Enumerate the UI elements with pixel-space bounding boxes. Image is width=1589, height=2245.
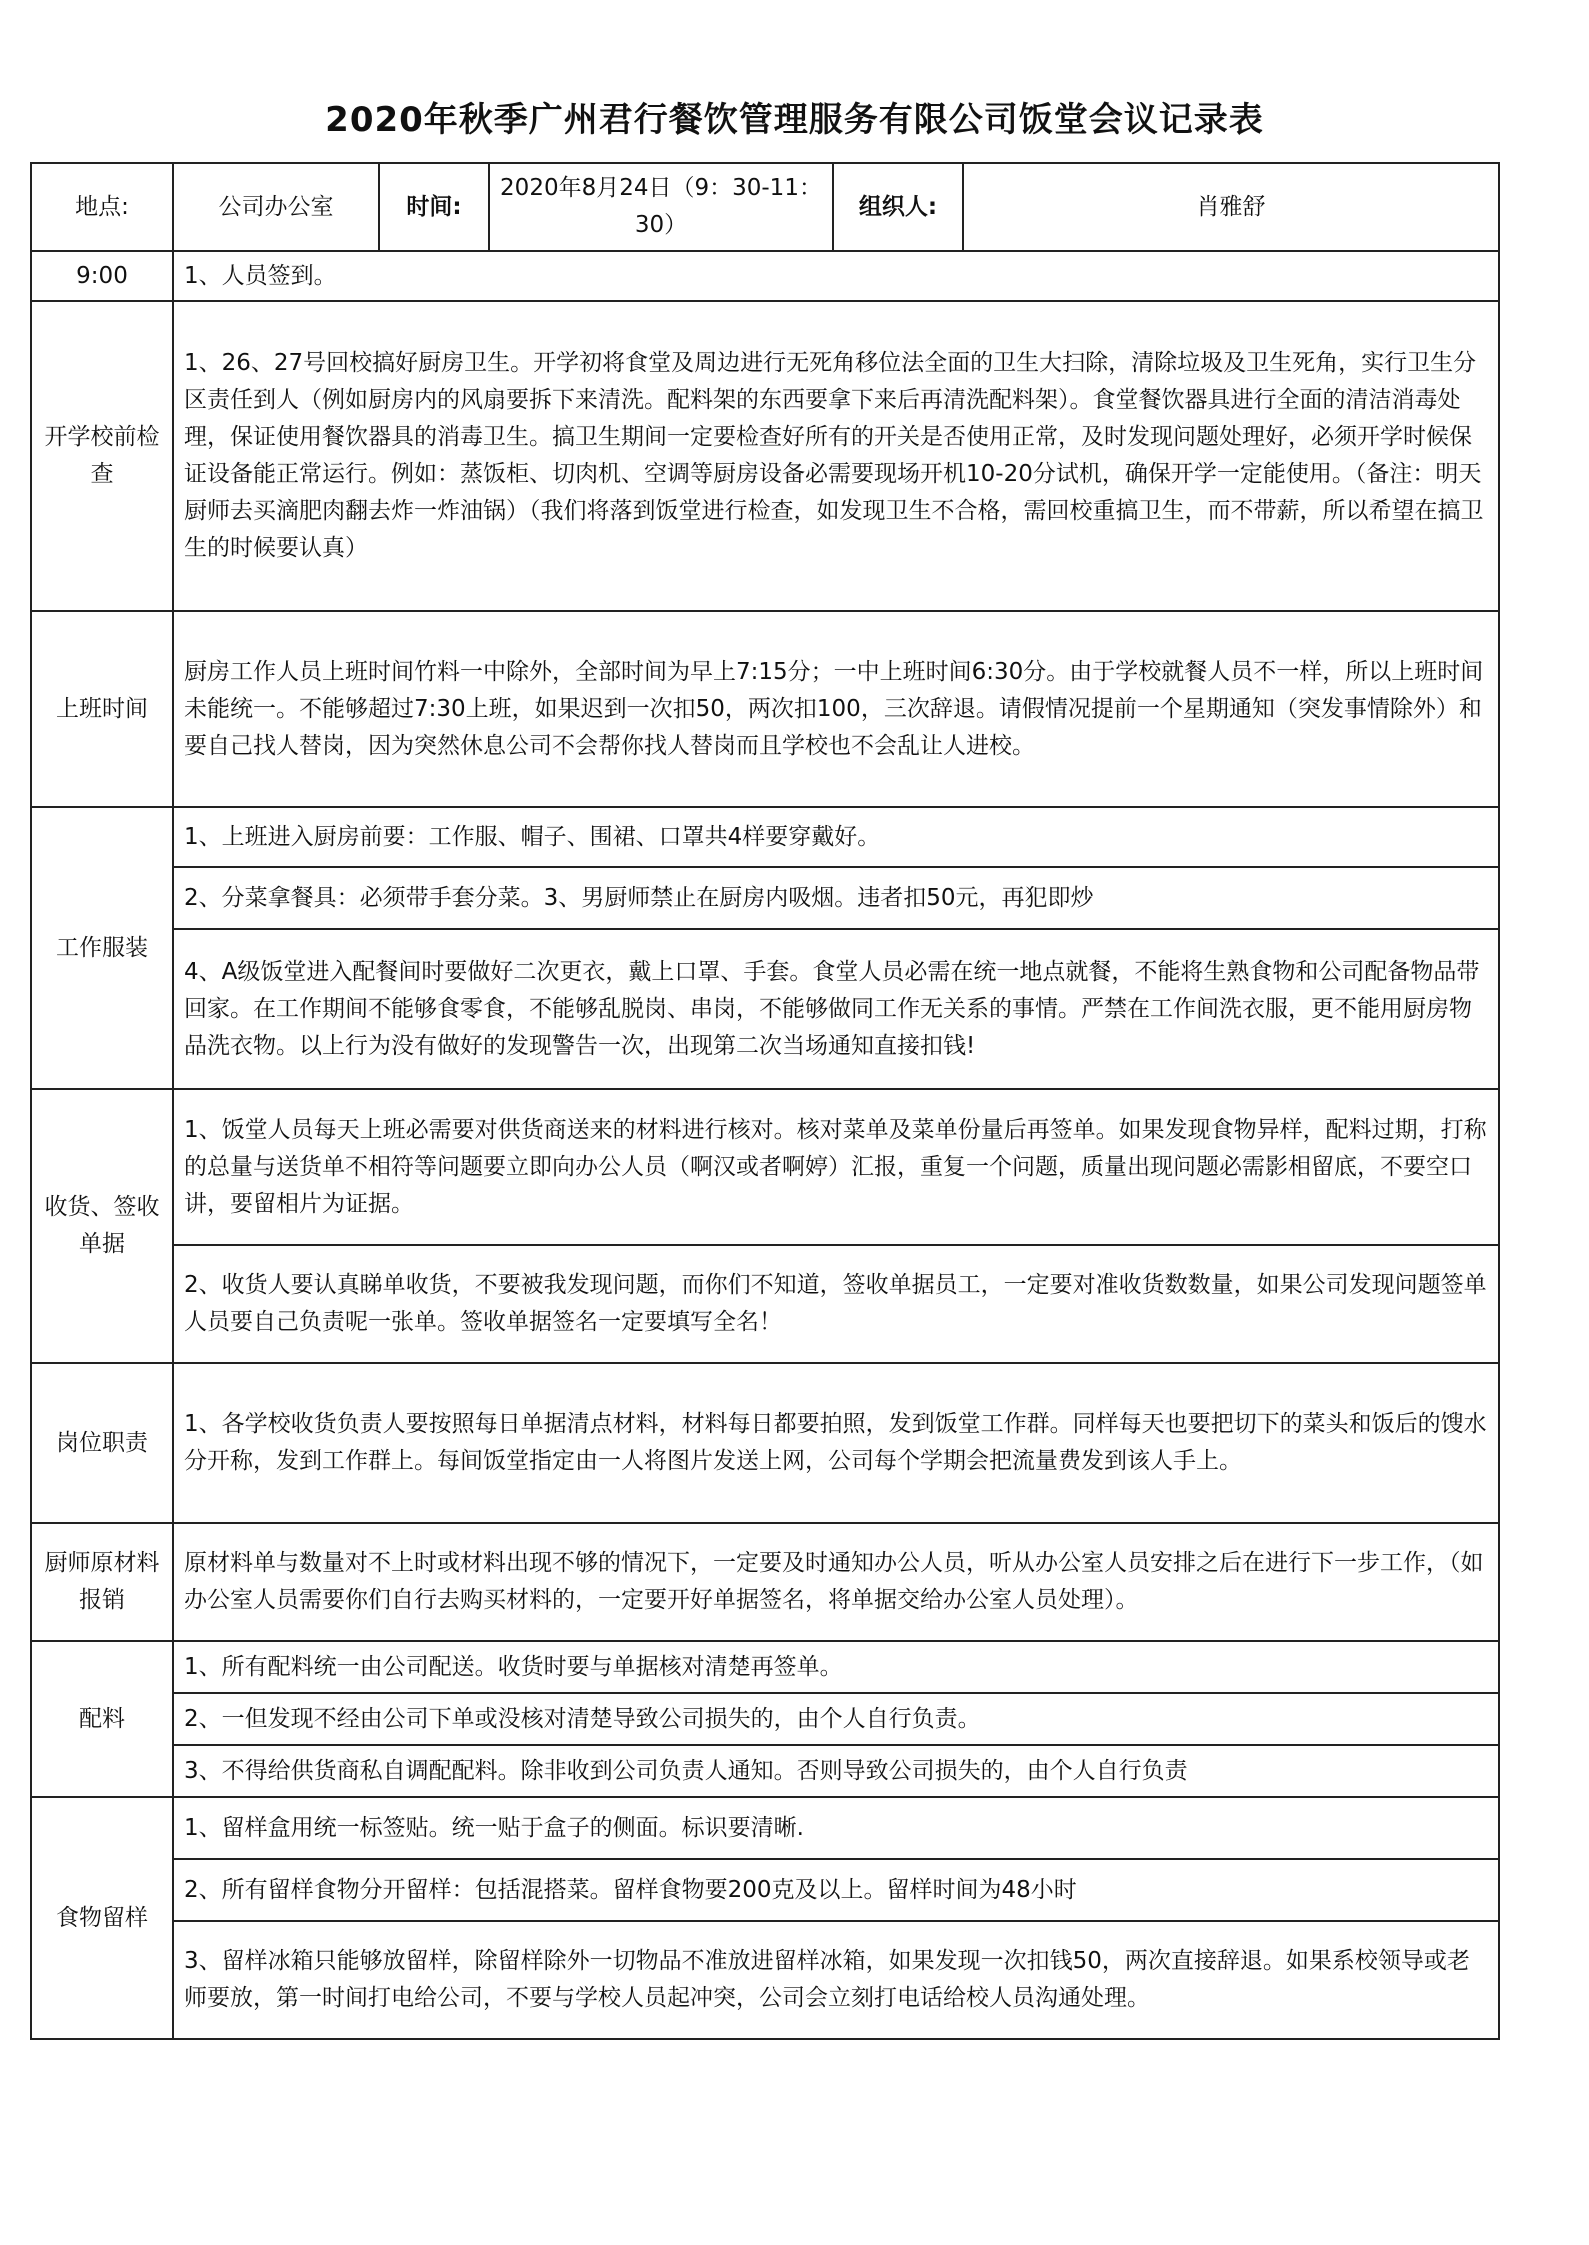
precheck-label: 开学校前检查 xyxy=(31,301,173,611)
receiving-item: 1、饭堂人员每天上班必需要对供货商送来的材料进行核对。核对菜单及菜单份量后再签单。如果发现食物异样，配料过期，打称的总量与送货单不相符等问题要立即向办公人员（啊汉或者啊婷）汇报，重复一个问题，质量出现问题必需影相留底，不要空口讲，要留相片为证据。 xyxy=(173,1089,1499,1245)
signin-row xyxy=(31,251,1499,301)
ingredients-item: 2、一但发现不经由公司下单或没核对清楚导致公司损失的，由个人自行负责。 xyxy=(173,1693,1499,1745)
samples-label: 食物留样 xyxy=(31,1797,173,2039)
uniform-row xyxy=(31,807,1499,867)
ingredients-item: 1、所有配料统一由公司配送。收货时要与单据核对清楚再签单。 xyxy=(173,1641,1499,1693)
time-value: 2020年8月24日（9：30-11：30） xyxy=(489,163,833,251)
receiving-row xyxy=(31,1245,1499,1363)
samples-row xyxy=(31,1859,1499,1921)
samples-row xyxy=(31,1797,1499,1859)
ingredients-row xyxy=(31,1693,1499,1745)
ingredients-label: 配料 xyxy=(31,1641,173,1797)
worktime-row xyxy=(31,611,1499,807)
uniform-item: 2、分菜拿餐具：必须带手套分菜。3、男厨师禁止在厨房内吸烟。违者扣50元，再犯即炒 xyxy=(173,867,1499,929)
header-row xyxy=(31,163,1499,251)
uniform-label: 工作服装 xyxy=(31,807,173,1089)
worktime-item: 厨房工作人员上班时间竹料一中除外，全部时间为早上7:15分；一中上班时间6:30分。由于学校就餐人员不一样，所以上班时间未能统一。不能够超过7:30上班，如果迟到一次扣50，两次扣100，三次辞退。请假情况提前一个星期通知（突发事情除外）和要自己找人替岗，因为突然休息公司不会帮你找人替岗而且学校也不会乱让人进校。 xyxy=(173,611,1499,807)
ingredients-row xyxy=(31,1641,1499,1693)
receiving-item: 2、收货人要认真睇单收货，不要被我发现问题，而你们不知道，签收单据员工，一定要对准收货数数量，如果公司发现问题签单人员要自己负责呢一张单。签收单据签名一定要填写全名！ xyxy=(173,1245,1499,1363)
duties-item: 1、各学校收货负责人要按照每日单据清点材料，材料每日都要拍照，发到饭堂工作群。同样每天也要把切下的菜头和饭后的馊水分开称，发到工作群上。每间饭堂指定由一人将图片发送上网，公司每个学期会把流量费发到该人手上。 xyxy=(173,1363,1499,1523)
location-label: 地点: xyxy=(31,163,173,251)
ingredients-item: 3、不得给供货商私自调配配料。除非收到公司负责人通知。否则导致公司损失的，由个人自行负责 xyxy=(173,1745,1499,1797)
duties-label: 岗位职责 xyxy=(31,1363,173,1523)
uniform-row xyxy=(31,867,1499,929)
samples-item: 2、所有留样食物分开留样：包括混搭菜。留样食物要200克及以上。留样时间为48小时 xyxy=(173,1859,1499,1921)
location-value: 公司办公室 xyxy=(173,163,379,251)
chef-reimburse-row xyxy=(31,1523,1499,1641)
receiving-label: 收货、签收单据 xyxy=(31,1089,173,1363)
ingredients-row xyxy=(31,1745,1499,1797)
chef-reimburse-item: 原材料单与数量对不上时或材料出现不够的情况下，一定要及时通知办公人员，听从办公室人员安排之后在进行下一步工作，（如办公室人员需要你们自行去购买材料的，一定要开好单据签名，将单据交给办公室人员处理）。 xyxy=(173,1523,1499,1641)
samples-item: 1、留样盒用统一标签贴。统一贴于盒子的侧面。标识要清晰. xyxy=(173,1797,1499,1859)
organizer-value: 肖雅舒 xyxy=(963,163,1499,251)
samples-item: 3、留样冰箱只能够放留样，除留样除外一切物品不准放进留样冰箱，如果发现一次扣钱50，两次直接辞退。如果系校领导或老师要放，第一时间打电给公司，不要与学校人员起冲突，公司会立刻打电话给校人员沟通处理。 xyxy=(173,1921,1499,2039)
precheck-item: 1、26、27号回校搞好厨房卫生。开学初将食堂及周边进行无死角移位法全面的卫生大扫除，清除垃圾及卫生死角，实行卫生分区责任到人（例如厨房内的风扇要拆下来清洗。配料架的东西要拿下来后再清洗配料架）。食堂餐饮器具进行全面的清洁消毒处理，保证使用餐饮器具的消毒卫生。搞卫生期间一定要检查好所有的开关是否使用正常，及时发现问题处理好，必须开学时候保证设备能正常运行。例如：蒸饭柜、切肉机、空调等厨房设备必需要现场开机10-20分试机，确保开学一定能使用。（备注：明天厨师去买滴肥肉翻去炸一炸油锅）（我们将落到饭堂进行检查，如发现卫生不合格，需回校重搞卫生，而不带薪，所以希望在搞卫生的时候要认真） xyxy=(173,301,1499,611)
chef-reimburse-label: 厨师原材料报销 xyxy=(31,1523,173,1641)
samples-row xyxy=(31,1921,1499,2039)
receiving-row xyxy=(31,1089,1499,1245)
meeting-record-table xyxy=(30,162,1500,2040)
worktime-label: 上班时间 xyxy=(31,611,173,807)
organizer-label: 组织人: xyxy=(833,163,963,251)
duties-row xyxy=(31,1363,1499,1523)
form-title: 2020年秋季广州君行餐饮管理服务有限公司饭堂会议记录表 xyxy=(325,100,1264,140)
signin-item: 1、人员签到。 xyxy=(173,251,1499,301)
uniform-row xyxy=(31,929,1499,1089)
uniform-item: 4、A级饭堂进入配餐间时要做好二次更衣，戴上口罩、手套。食堂人员必需在统一地点就餐，不能将生熟食物和公司配备物品带回家。在工作期间不能够食零食，不能够乱脱岗、串岗，不能够做同工作无关系的事情。严禁在工作间洗衣服，更不能用厨房物品洗衣物。以上行为没有做好的发现警告一次，出现第二次当场通知直接扣钱! xyxy=(173,929,1499,1089)
precheck-row xyxy=(31,301,1499,611)
signin-time-label: 9:00 xyxy=(31,251,173,301)
uniform-item: 1、上班进入厨房前要：工作服、帽子、围裙、口罩共4样要穿戴好。 xyxy=(173,807,1499,867)
time-label: 时间: xyxy=(379,163,489,251)
